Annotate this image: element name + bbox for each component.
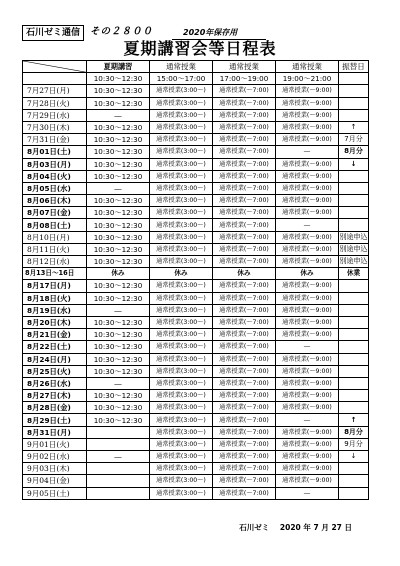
summer-course-cell	[87, 426, 150, 438]
regular-2-cell: 通常授業(～7:00)	[213, 402, 276, 414]
regular-3-cell: 通常授業(～9:00)	[276, 195, 339, 207]
table-row	[23, 146, 369, 158]
regular-3-cell: 通常授業(～9:00)	[276, 85, 339, 97]
makeup-cell	[339, 463, 369, 475]
regular-1-cell: 通常授業(3:00～)	[150, 451, 213, 463]
summer-course-cell: 10:30～12:30	[87, 243, 150, 255]
summer-course-cell: 10:30～12:30	[87, 329, 150, 341]
footer-organization: 石川ゼミ	[239, 523, 270, 532]
regular-2-cell: 通常授業(～7:00)	[213, 475, 276, 487]
table-row	[23, 280, 369, 292]
summer-course-cell	[87, 475, 150, 487]
makeup-cell	[339, 475, 369, 487]
time-slot-regular-3: 19:00～21:00	[276, 73, 339, 85]
date-cell: 7月29日(水)	[23, 109, 87, 121]
time-slot-blank	[23, 73, 87, 85]
column-header-regular-1: 通常授業	[150, 61, 213, 73]
regular-3-cell: ―	[276, 146, 339, 158]
summer-course-cell: 10:30～12:30	[87, 219, 150, 231]
table-row	[23, 377, 369, 389]
regular-1-cell: 通常授業(3:00～)	[150, 97, 213, 109]
regular-1-cell: 通常授業(3:00～)	[150, 316, 213, 328]
makeup-cell: 8月分	[339, 146, 369, 158]
table-row	[23, 390, 369, 402]
summer-course-cell: 10:30～12:30	[87, 195, 150, 207]
column-header-row	[23, 61, 369, 73]
regular-2-cell: 通常授業(～7:00)	[213, 353, 276, 365]
regular-3-cell: 通常授業(～9:00)	[276, 438, 339, 450]
regular-3-cell: ―	[276, 341, 339, 353]
table-row	[23, 414, 369, 426]
regular-3-cell: 通常授業(～9:00)	[276, 256, 339, 268]
makeup-cell	[339, 316, 369, 328]
regular-1-cell: 通常授業(3:00～)	[150, 109, 213, 121]
regular-3-cell: ―	[276, 219, 339, 231]
regular-3-cell: 通常授業(～9:00)	[276, 353, 339, 365]
regular-3-cell: 通常授業(～9:00)	[276, 463, 339, 475]
regular-1-cell: 休み	[150, 268, 213, 280]
date-cell: 8月07日(金)	[23, 207, 87, 219]
table-row	[23, 487, 369, 499]
regular-3-cell: 通常授業(～9:00)	[276, 97, 339, 109]
regular-1-cell: 通常授業(3:00～)	[150, 280, 213, 292]
regular-3-cell: 通常授業(～9:00)	[276, 451, 339, 463]
regular-2-cell: 通常授業(～7:00)	[213, 182, 276, 194]
regular-1-cell: 通常授業(3:00～)	[150, 414, 213, 426]
regular-3-cell: 通常授業(～9:00)	[276, 426, 339, 438]
summer-course-cell: ―	[87, 377, 150, 389]
makeup-cell	[339, 280, 369, 292]
makeup-cell: 休業	[339, 268, 369, 280]
edition-label: 2020年保存用	[183, 28, 238, 37]
makeup-cell: ↑	[339, 121, 369, 133]
date-cell: 7月31日(金)	[23, 134, 87, 146]
regular-2-cell: 通常授業(～7:00)	[213, 365, 276, 377]
date-cell: 8月08日(土)	[23, 219, 87, 231]
makeup-cell: 別途申込	[339, 231, 369, 243]
regular-1-cell: 通常授業(3:00～)	[150, 231, 213, 243]
table-row	[23, 134, 369, 146]
table-row	[23, 463, 369, 475]
regular-1-cell: 通常授業(3:00～)	[150, 487, 213, 499]
table-row	[23, 121, 369, 133]
table-row	[23, 341, 369, 353]
makeup-cell: 別途申込	[339, 243, 369, 255]
regular-2-cell: 通常授業(～7:00)	[213, 170, 276, 182]
summer-course-cell: 10:30～12:30	[87, 316, 150, 328]
newsletter-badge: 石川ゼミ通信	[22, 25, 84, 41]
regular-2-cell: 通常授業(～7:00)	[213, 231, 276, 243]
regular-2-cell: 通常授業(～7:00)	[213, 438, 276, 450]
regular-1-cell: 通常授業(3:00～)	[150, 182, 213, 194]
regular-1-cell: 通常授業(3:00～)	[150, 146, 213, 158]
date-cell: 8月04日(火)	[23, 170, 87, 182]
regular-1-cell: 通常授業(3:00～)	[150, 219, 213, 231]
regular-1-cell: 通常授業(3:00～)	[150, 341, 213, 353]
summer-course-cell: 10:30～12:30	[87, 280, 150, 292]
makeup-cell: ↓	[339, 451, 369, 463]
makeup-cell: 7月分	[339, 134, 369, 146]
summer-course-cell: 10:30～12:30	[87, 341, 150, 353]
regular-2-cell: 通常授業(～7:00)	[213, 377, 276, 389]
date-cell: 8月05日(水)	[23, 182, 87, 194]
makeup-cell	[339, 365, 369, 377]
date-cell: 7月28日(火)	[23, 97, 87, 109]
table-row	[23, 256, 369, 268]
date-cell: 8月11日(火)	[23, 243, 87, 255]
date-cell: 8月31日(月)	[23, 426, 87, 438]
regular-3-cell: 休み	[276, 268, 339, 280]
date-cell: 9月01日(火)	[23, 438, 87, 450]
date-cell: 8月29日(土)	[23, 414, 87, 426]
table-row	[23, 426, 369, 438]
date-cell: 7月27日(月)	[23, 85, 87, 97]
regular-3-cell: 通常授業(～9:00)	[276, 121, 339, 133]
regular-2-cell: 通常授業(～7:00)	[213, 134, 276, 146]
regular-1-cell: 通常授業(3:00～)	[150, 353, 213, 365]
regular-3-cell: 通常授業(～9:00)	[276, 329, 339, 341]
regular-3-cell: 通常授業(～9:00)	[276, 377, 339, 389]
makeup-cell	[339, 377, 369, 389]
regular-2-cell: 通常授業(～7:00)	[213, 390, 276, 402]
regular-3-cell: 通常授業(～9:00)	[276, 109, 339, 121]
regular-1-cell: 通常授業(3:00～)	[150, 134, 213, 146]
makeup-cell	[339, 195, 369, 207]
date-cell: 8月25日(火)	[23, 365, 87, 377]
regular-3-cell: 通常授業(～9:00)	[276, 365, 339, 377]
regular-3-cell: 通常授業(～9:00)	[276, 134, 339, 146]
date-cell: 8月28日(金)	[23, 402, 87, 414]
date-cell: 9月04日(金)	[23, 475, 87, 487]
regular-1-cell: 通常授業(3:00～)	[150, 426, 213, 438]
date-cell: 7月30日(木)	[23, 121, 87, 133]
makeup-cell	[339, 353, 369, 365]
regular-3-cell: 通常授業(～9:00)	[276, 170, 339, 182]
regular-1-cell: 通常授業(3:00～)	[150, 85, 213, 97]
regular-3-cell: 通常授業(～9:00)	[276, 182, 339, 194]
time-slot-makeup-blank	[339, 73, 369, 85]
date-cell: 8月19日(水)	[23, 304, 87, 316]
makeup-cell	[339, 292, 369, 304]
regular-1-cell: 通常授業(3:00～)	[150, 195, 213, 207]
summer-course-cell	[87, 463, 150, 475]
makeup-cell	[339, 341, 369, 353]
table-row	[23, 195, 369, 207]
regular-2-cell: 通常授業(～7:00)	[213, 158, 276, 170]
table-row	[23, 207, 369, 219]
makeup-cell	[339, 170, 369, 182]
regular-1-cell: 通常授業(3:00～)	[150, 365, 213, 377]
regular-1-cell: 通常授業(3:00～)	[150, 256, 213, 268]
makeup-cell	[339, 182, 369, 194]
regular-1-cell: 通常授業(3:00～)	[150, 438, 213, 450]
regular-2-cell: 通常授業(～7:00)	[213, 487, 276, 499]
regular-3-cell: 通常授業(～9:00)	[276, 316, 339, 328]
regular-3-cell: ―	[276, 414, 339, 426]
regular-3-cell: 通常授業(～9:00)	[276, 207, 339, 219]
table-row	[23, 97, 369, 109]
date-cell: 8月01日(土)	[23, 146, 87, 158]
date-cell: 8月21日(金)	[23, 329, 87, 341]
regular-2-cell: 通常授業(～7:00)	[213, 414, 276, 426]
makeup-cell	[339, 109, 369, 121]
summer-course-cell: ―	[87, 451, 150, 463]
date-cell: 8月24日(月)	[23, 353, 87, 365]
column-header-regular-2: 通常授業	[213, 61, 276, 73]
summer-course-cell: 10:30～12:30	[87, 256, 150, 268]
summer-course-cell	[87, 487, 150, 499]
regular-1-cell: 通常授業(3:00～)	[150, 158, 213, 170]
regular-3-cell: 通常授業(～9:00)	[276, 292, 339, 304]
column-header-regular-3: 通常授業	[276, 61, 339, 73]
regular-2-cell: 通常授業(～7:00)	[213, 195, 276, 207]
regular-2-cell: 通常授業(～7:00)	[213, 97, 276, 109]
issue-number: その２８００	[90, 26, 154, 37]
regular-2-cell: 通常授業(～7:00)	[213, 109, 276, 121]
regular-2-cell: 休み	[213, 268, 276, 280]
regular-2-cell: 通常授業(～7:00)	[213, 219, 276, 231]
regular-2-cell: 通常授業(～7:00)	[213, 121, 276, 133]
regular-3-cell: 通常授業(～9:00)	[276, 475, 339, 487]
date-cell: 9月02日(水)	[23, 451, 87, 463]
time-slot-regular-2: 17:00～19:00	[213, 73, 276, 85]
table-row	[23, 158, 369, 170]
date-cell: 8月06日(木)	[23, 195, 87, 207]
makeup-cell	[339, 219, 369, 231]
regular-1-cell: 通常授業(3:00～)	[150, 377, 213, 389]
table-row	[23, 329, 369, 341]
table-row	[23, 170, 369, 182]
summer-course-cell: 10:30～12:30	[87, 414, 150, 426]
table-row	[23, 438, 369, 450]
regular-2-cell: 通常授業(～7:00)	[213, 304, 276, 316]
regular-2-cell: 通常授業(～7:00)	[213, 451, 276, 463]
makeup-cell	[339, 207, 369, 219]
regular-3-cell: 通常授業(～9:00)	[276, 243, 339, 255]
column-header-makeup-day: 振替日	[339, 61, 369, 73]
regular-1-cell: 通常授業(3:00～)	[150, 170, 213, 182]
summer-course-cell: 10:30～12:30	[87, 97, 150, 109]
table-row	[23, 231, 369, 243]
time-slot-row	[23, 73, 369, 85]
page-title: 夏期講習会等日程表	[123, 39, 277, 58]
table-row	[23, 182, 369, 194]
date-cell: 8月22日(土)	[23, 341, 87, 353]
summer-course-cell: 10:30～12:30	[87, 365, 150, 377]
table-row	[23, 243, 369, 255]
table-row	[23, 219, 369, 231]
regular-2-cell: 通常授業(～7:00)	[213, 341, 276, 353]
table-row	[23, 353, 369, 365]
document-header	[0, 0, 400, 60]
regular-3-cell: 通常授業(～9:00)	[276, 402, 339, 414]
time-slot-regular-1: 15:00～17:00	[150, 73, 213, 85]
makeup-cell: ↓	[339, 158, 369, 170]
regular-1-cell: 通常授業(3:00～)	[150, 207, 213, 219]
regular-3-cell: 通常授業(～9:00)	[276, 158, 339, 170]
regular-3-cell: ―	[276, 487, 339, 499]
makeup-cell: 9月分	[339, 438, 369, 450]
date-cell: 8月10日(月)	[23, 231, 87, 243]
regular-1-cell: 通常授業(3:00～)	[150, 292, 213, 304]
regular-3-cell: 通常授業(～9:00)	[276, 390, 339, 402]
date-cell: 8月20日(木)	[23, 316, 87, 328]
date-cell: 8月18日(火)	[23, 292, 87, 304]
regular-2-cell: 通常授業(～7:00)	[213, 85, 276, 97]
makeup-cell: 別途申込	[339, 256, 369, 268]
makeup-cell	[339, 329, 369, 341]
table-row	[23, 109, 369, 121]
table-row	[23, 402, 369, 414]
summer-course-cell: ―	[87, 182, 150, 194]
regular-3-cell: 通常授業(～9:00)	[276, 304, 339, 316]
regular-2-cell: 通常授業(～7:00)	[213, 256, 276, 268]
summer-course-cell: ―	[87, 109, 150, 121]
table-row	[23, 292, 369, 304]
corner-cell	[23, 61, 87, 73]
date-cell: 8月27日(木)	[23, 390, 87, 402]
summer-course-cell: 10:30～12:30	[87, 146, 150, 158]
summer-course-cell: 10:30～12:30	[87, 390, 150, 402]
summer-course-cell: 10:30～12:30	[87, 353, 150, 365]
summer-course-cell: 10:30～12:30	[87, 207, 150, 219]
regular-1-cell: 通常授業(3:00～)	[150, 304, 213, 316]
makeup-cell: ↑	[339, 414, 369, 426]
table-row	[23, 316, 369, 328]
regular-1-cell: 通常授業(3:00～)	[150, 402, 213, 414]
regular-2-cell: 通常授業(～7:00)	[213, 243, 276, 255]
date-cell: 8月26日(水)	[23, 377, 87, 389]
table-row	[23, 365, 369, 377]
summer-course-cell: 10:30～12:30	[87, 402, 150, 414]
summer-course-cell: 10:30～12:30	[87, 121, 150, 133]
regular-1-cell: 通常授業(3:00～)	[150, 243, 213, 255]
regular-2-cell: 通常授業(～7:00)	[213, 280, 276, 292]
date-cell: 8月13日～16日	[23, 268, 87, 280]
regular-2-cell: 通常授業(～7:00)	[213, 316, 276, 328]
table-row	[23, 475, 369, 487]
diagonal-line	[23, 61, 86, 72]
makeup-cell	[339, 390, 369, 402]
regular-2-cell: 通常授業(～7:00)	[213, 292, 276, 304]
table-row	[23, 85, 369, 97]
summer-course-cell: ―	[87, 304, 150, 316]
regular-2-cell: 通常授業(～7:00)	[213, 426, 276, 438]
footer-date: 2020 年 7 月 27 日	[279, 523, 352, 532]
regular-2-cell: 通常授業(～7:00)	[213, 146, 276, 158]
regular-3-cell: 通常授業(～9:00)	[276, 231, 339, 243]
regular-1-cell: 通常授業(3:00～)	[150, 475, 213, 487]
regular-1-cell: 通常授業(3:00～)	[150, 121, 213, 133]
summer-course-cell: 10:30～12:30	[87, 158, 150, 170]
date-cell: 8月03日(月)	[23, 158, 87, 170]
date-cell: 8月12日(水)	[23, 256, 87, 268]
document-footer	[0, 522, 352, 533]
regular-2-cell: 通常授業(～7:00)	[213, 329, 276, 341]
date-cell: 9月03日(木)	[23, 463, 87, 475]
summer-course-cell: 10:30～12:30	[87, 170, 150, 182]
summer-course-cell	[87, 438, 150, 450]
date-cell: 9月05日(土)	[23, 487, 87, 499]
regular-1-cell: 通常授業(3:00～)	[150, 390, 213, 402]
summer-course-cell: 休み	[87, 268, 150, 280]
makeup-cell: 8月分	[339, 426, 369, 438]
regular-2-cell: 通常授業(～7:00)	[213, 207, 276, 219]
regular-3-cell: 通常授業(～9:00)	[276, 280, 339, 292]
makeup-cell	[339, 487, 369, 499]
makeup-cell	[339, 304, 369, 316]
regular-1-cell: 通常授業(3:00～)	[150, 329, 213, 341]
makeup-cell	[339, 97, 369, 109]
schedule-table	[22, 60, 369, 500]
table-row	[23, 451, 369, 463]
summer-course-cell: 10:30～12:30	[87, 231, 150, 243]
regular-2-cell: 通常授業(～7:00)	[213, 463, 276, 475]
time-slot-summer-course: 10:30～12:30	[87, 73, 150, 85]
makeup-cell	[339, 402, 369, 414]
regular-1-cell: 通常授業(3:00～)	[150, 463, 213, 475]
date-cell: 8月17日(月)	[23, 280, 87, 292]
table-row	[23, 268, 369, 280]
summer-course-cell: 10:30～12:30	[87, 134, 150, 146]
summer-course-cell: 10:30～12:30	[87, 85, 150, 97]
column-header-summer-course: 夏期講習	[87, 61, 150, 73]
table-row	[23, 304, 369, 316]
makeup-cell	[339, 85, 369, 97]
summer-course-cell: 10:30～12:30	[87, 292, 150, 304]
